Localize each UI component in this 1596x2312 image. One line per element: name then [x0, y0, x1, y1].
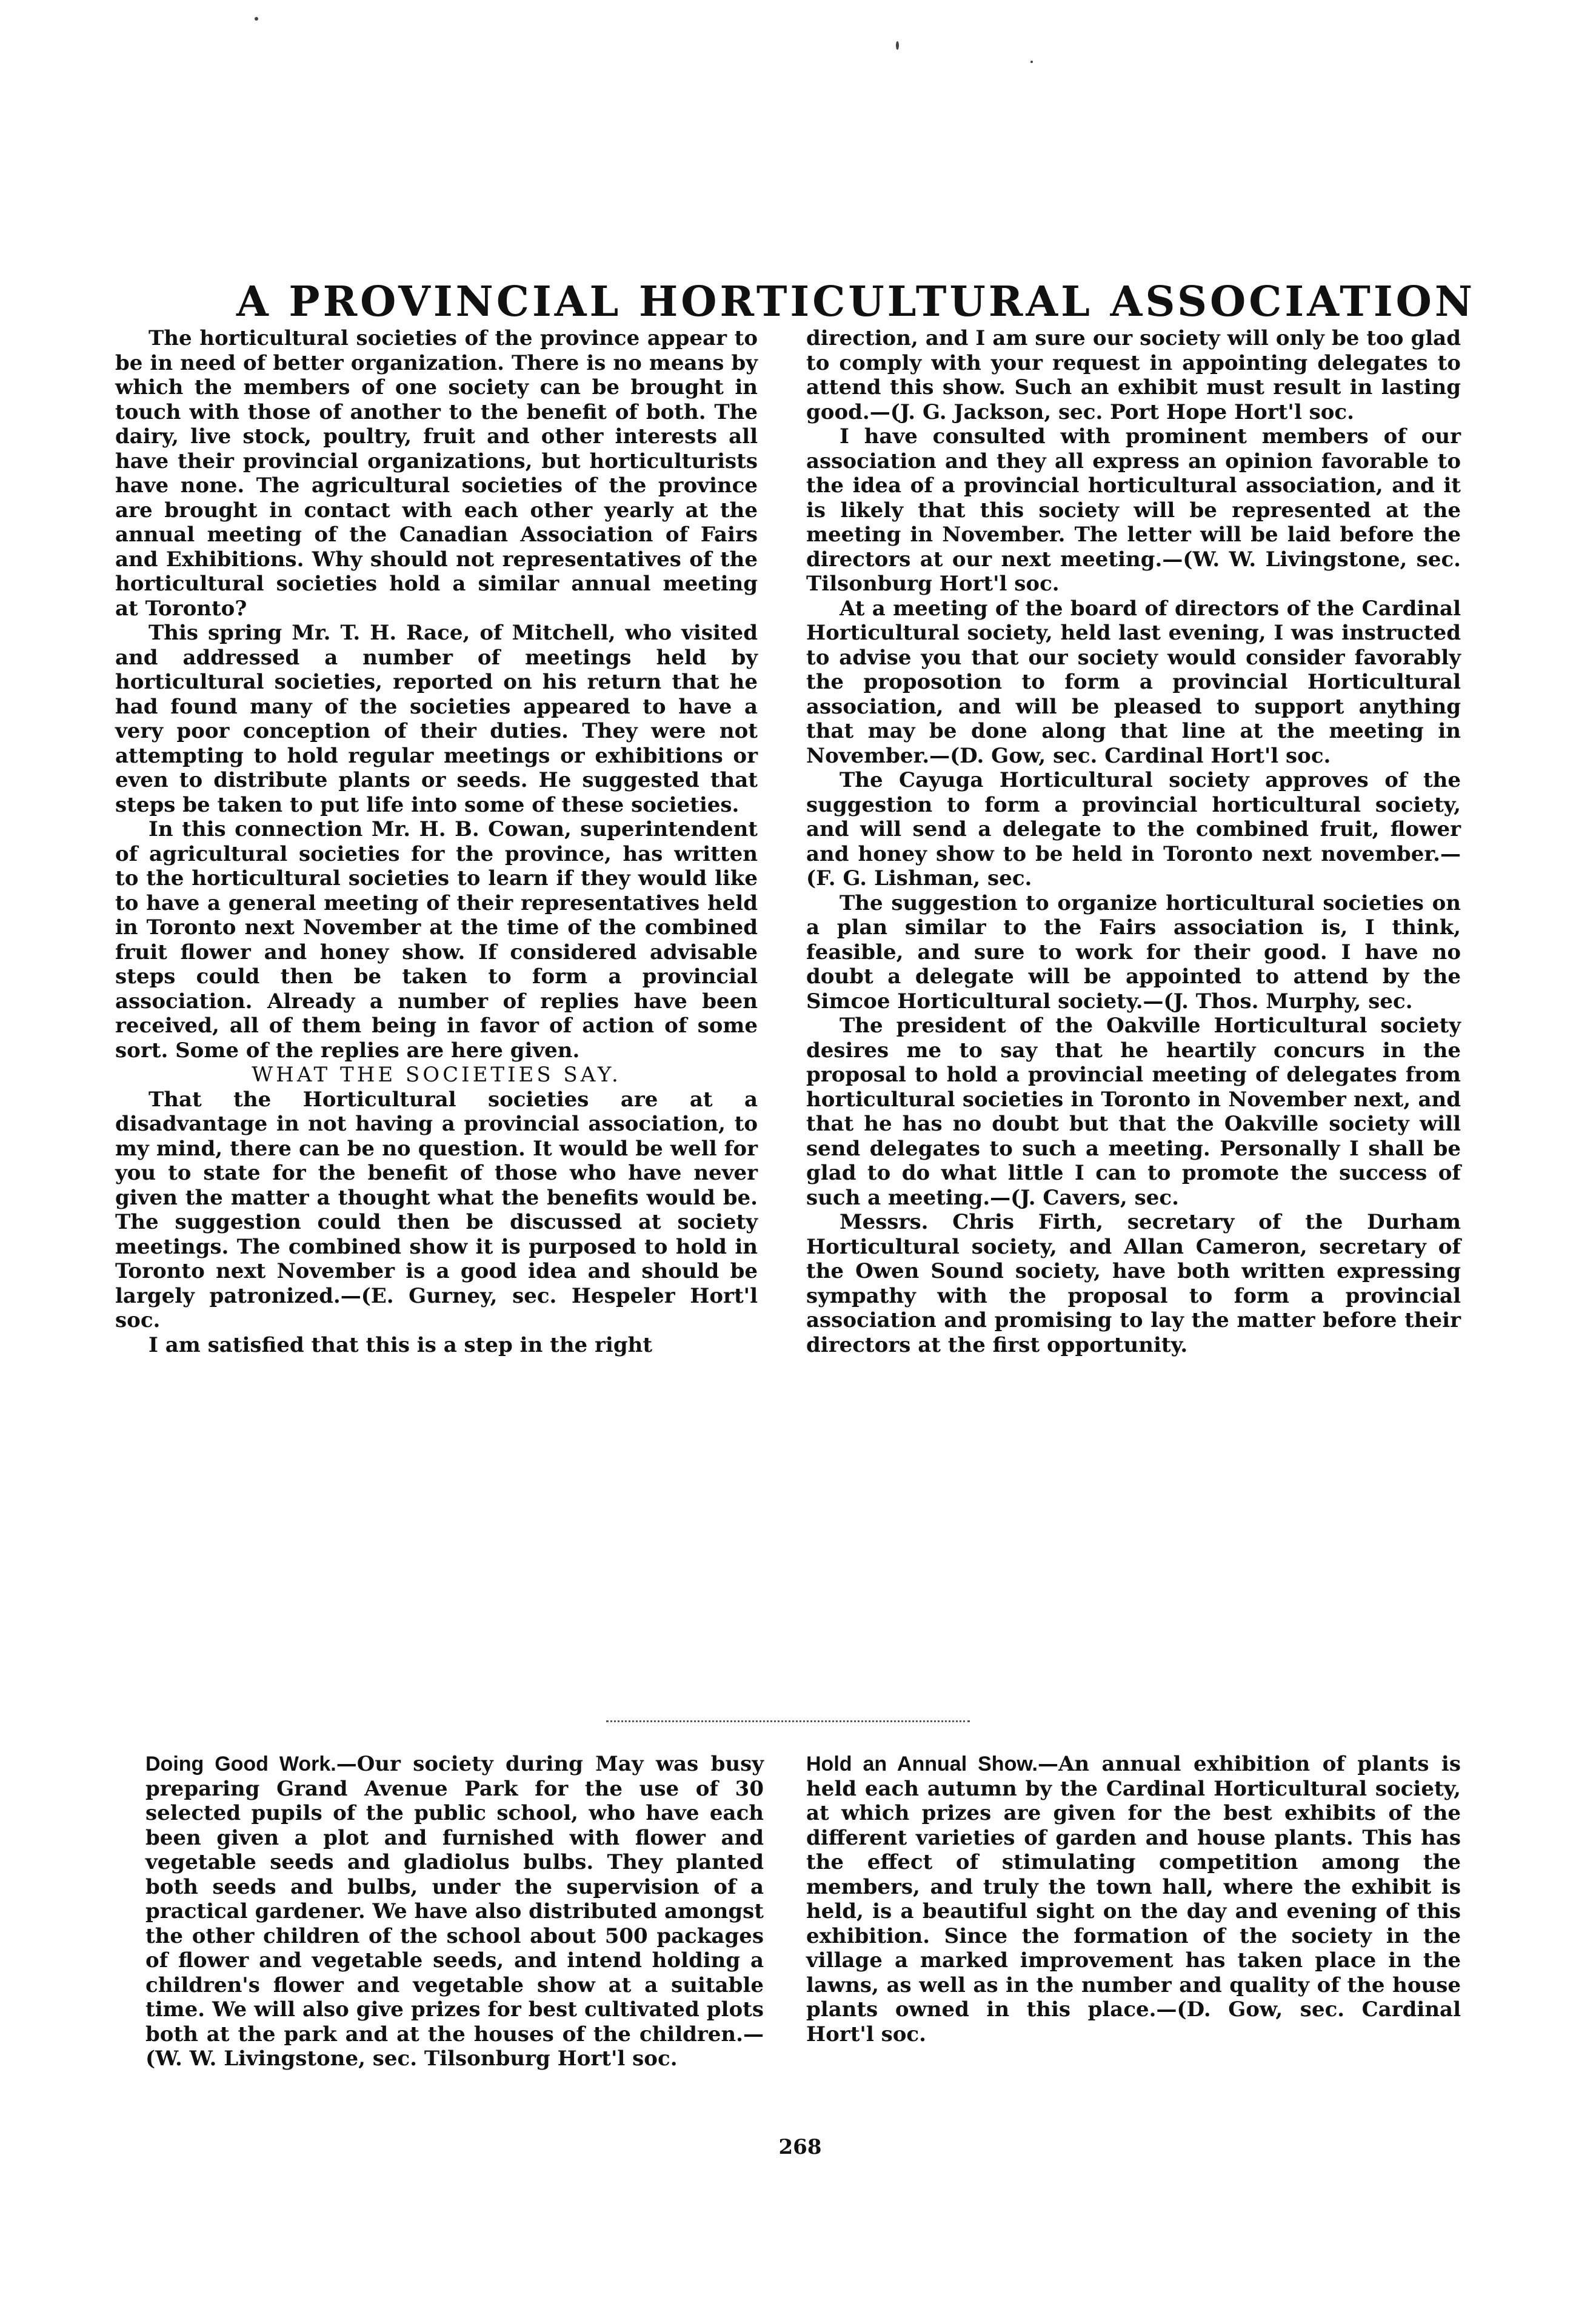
item-text: —An annual exhibition of plants is held each autumn by the Cardinal Horticultural society, at which prizes are given for the best exhibits of the different varieties of garden and house plants. This has the effect of stimulating competition among the members, and truly the town hall, where the exhibit is held, is a beautiful sight on the day and evening of this exhibition. Since the formation of the society in the village a marked improvement has taken place in the lawns, as well as in the number and quality of the house plants owned in this place.—(D. Gow, sec. Cardinal Hort'l soc.: [806, 1752, 1461, 2046]
page-number: 268: [778, 2135, 822, 2159]
reply-paragraph: The president of the Oakville Horticultural society desires me to say that he heartily concurs in the proposal to hold a provincial meeting of delegates from horticultural societies in Toronto in November next, and that he has no doubt but that the Oakville society will send delegates to such a meeting. Personally I shall be glad to do what little I can to promote the success of such a meeting.—(J. Cavers, sec.: [806, 1014, 1461, 1210]
intro-paragraph: In this connection Mr. H. B. Cowan, superintendent of agricultural societies for the province, has written to the horticultural societies to learn if they would like to have a general meeting of their representatives held in Toronto next November at the time of the combined fruit flower and honey show. If considered advisable steps could then be taken to form a provincial association. Already a number of replies have been received, all of them being in favor of action of some sort. Some of the replies are here given.: [115, 817, 758, 1063]
top-left-column: [115, 326, 758, 1357]
section-divider: [606, 1720, 970, 1722]
scan-speck: [896, 41, 899, 50]
intro-paragraph: The horticultural societies of the province appear to be in need of better organization. There is no means by which the members of one society can be brought in touch with those of another to the benefit of both. The dairy, live stock, poultry, fruit and other interests all have their provincial organizations, but horticulturists have none. The agricultural societies of the province are brought in contact with each other yearly at the annual meeting of the Canadian Association of Fairs and Exhibitions. Why should not representatives of the horticultural societies hold a similar annual meeting at Toronto?: [115, 326, 758, 621]
reply-paragraph: The Cayuga Horticultural society approves of the suggestion to form a provincial horticultural society, and will send a delegate to the combined fruit, flower and honey show to be held in Toronto next november.—(F. G. Lishman, sec.: [806, 768, 1461, 890]
section-subheading: WHAT THE SOCIETIES SAY.: [252, 1063, 621, 1087]
bottom-right-column: [806, 1752, 1461, 2046]
item-paragraph: [806, 1752, 1461, 2046]
item-paragraph: [145, 1752, 764, 2071]
intro-paragraph: This spring Mr. T. H. Race, of Mitchell, who visited and addressed a number of meetings held by horticultural societies, reported on his return that he had found many of the societies appeared to have a very poor conception of their duties. They were not attempting to hold regular meetings or exhibitions or even to distribute plants or seeds. He suggested that steps be taken to put life into some of these societies.: [115, 621, 758, 817]
scan-speck: [255, 17, 258, 21]
scan-speck: [1030, 61, 1033, 63]
reply-paragraph: I have consulted with prominent members of our association and they all express an opinion favorable to the idea of a provincial horticultural association, and it is likely that this society will be represented at the meeting in November. The letter will be laid before the directors at our next meeting.—(W. W. Livingstone, sec. Tilsonburg Hort'l soc.: [806, 424, 1461, 596]
item-text: —Our society during May was busy preparing Grand Avenue Park for the use of 30 selected pupils of the public school, who have each been given a plot and furnished with flower and vegetable seeds and gladiolus bulbs. They planted both seeds and bulbs, under the supervision of a practical gardener. We have also distributed amongst the other children of the school about 500 packages of flower and vegetable seeds, and intend holding a children's flower and vegetable show at a suitable time. We will also give prizes for best cultivated plots both at the park and at the houses of the children.—(W. W. Livingstone, sec. Tilsonburg Hort'l soc.: [145, 1752, 764, 2071]
reply-paragraph: direction, and I am sure our society will only be too glad to comply with your request in appointing delegates to attend this show. Such an exhibit must result in lasting good.—(J. G. Jackson, sec. Port Hope Hort'l soc.: [806, 326, 1461, 424]
reply-paragraph: At a meeting of the board of directors of the Cardinal Horticultural society, held last evening, I was instructed to advise you that our society would consider favorably the proposotion to form a provincial Horticultural association, and will be pleased to support anything that may be done along that line at the meeting in November.—(D. Gow, sec. Cardinal Hort'l soc.: [806, 596, 1461, 768]
article-title: A PROVINCIAL HORTICULTURAL ASSOCIATION: [236, 277, 1476, 326]
reply-paragraph: I am satisfied that this is a step in the right: [149, 1332, 653, 1357]
reply-paragraph: That the Horticultural societies are at a disadvantage in not having a provincial association, to my mind, there can be no question. It would be well for you to state for the benefit of those who have never given the matter a thought what the benefits would be. The suggestion could then be discussed at society meetings. The combined show it is purposed to hold in Toronto next November is a good idea and should be largely patronized.—(E. Gurney, sec. Hespeler Hort'l soc.: [115, 1087, 758, 1332]
bottom-left-column: [145, 1752, 764, 2071]
item-heading: Hold an Annual Show.: [806, 1752, 1038, 1776]
reply-paragraph: Messrs. Chris Firth, secretary of the Durham Horticultural society, and Allan Cameron, secretary of the Owen Sound society, have both written expressing sympathy with the proposal to form a provincial association and promising to lay the matter before their directors at the first opportunity.: [806, 1210, 1461, 1357]
top-right-column: [806, 326, 1461, 1357]
reply-paragraph: The suggestion to organize horticultural societies on a plan similar to the Fairs association is, I think, feasible, and sure to work for their good. I have no doubt a delegate will be appointed to attend by the Simcoe Horticultural society.—(J. Thos. Murphy, sec.: [806, 890, 1461, 1014]
item-heading: Doing Good Work.: [145, 1752, 336, 1776]
